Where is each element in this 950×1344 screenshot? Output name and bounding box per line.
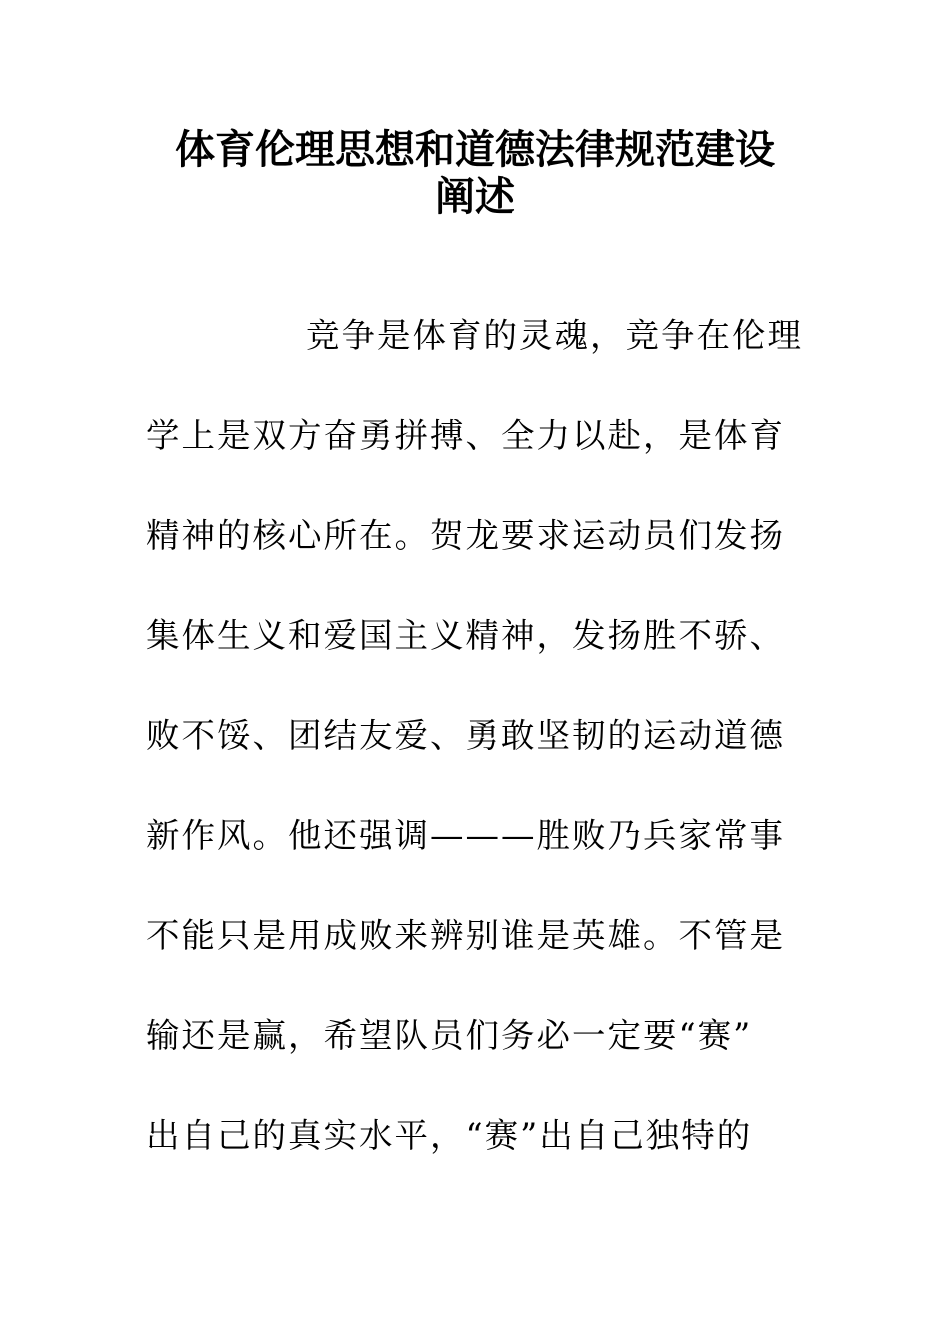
title-line: 体育伦理思想和道德法律规范建设 [175, 126, 775, 173]
paragraph-line: 输还是赢，希望队员们务必一定要“赛” [146, 1016, 753, 1055]
paragraph-line: 新作风。他还强调———胜败乃兵家常事 [146, 816, 785, 855]
document-title [100, 126, 850, 220]
paragraph-line: 竞争是体育的灵魂，竞争在伦理 [306, 316, 803, 355]
paragraph-line: 集体生义和爱国主义精神，发扬胜不骄、 [146, 616, 785, 655]
paragraph-line: 精神的核心所在。贺龙要求运动员们发扬 [146, 516, 785, 555]
paragraph-line: 败不馁、团结友爱、勇敢坚韧的运动道德 [146, 716, 785, 755]
body-paragraph [146, 312, 816, 1212]
paragraph-line: 出自己的真实水平，“赛”出自己独特的 [146, 1116, 753, 1155]
title-line: 阐述 [435, 173, 515, 220]
paragraph-line: 不能只是用成败来辨别谁是英雄。不管是 [146, 916, 785, 955]
paragraph-line: 学上是双方奋勇拼搏、全力以赴，是体育 [146, 416, 785, 455]
